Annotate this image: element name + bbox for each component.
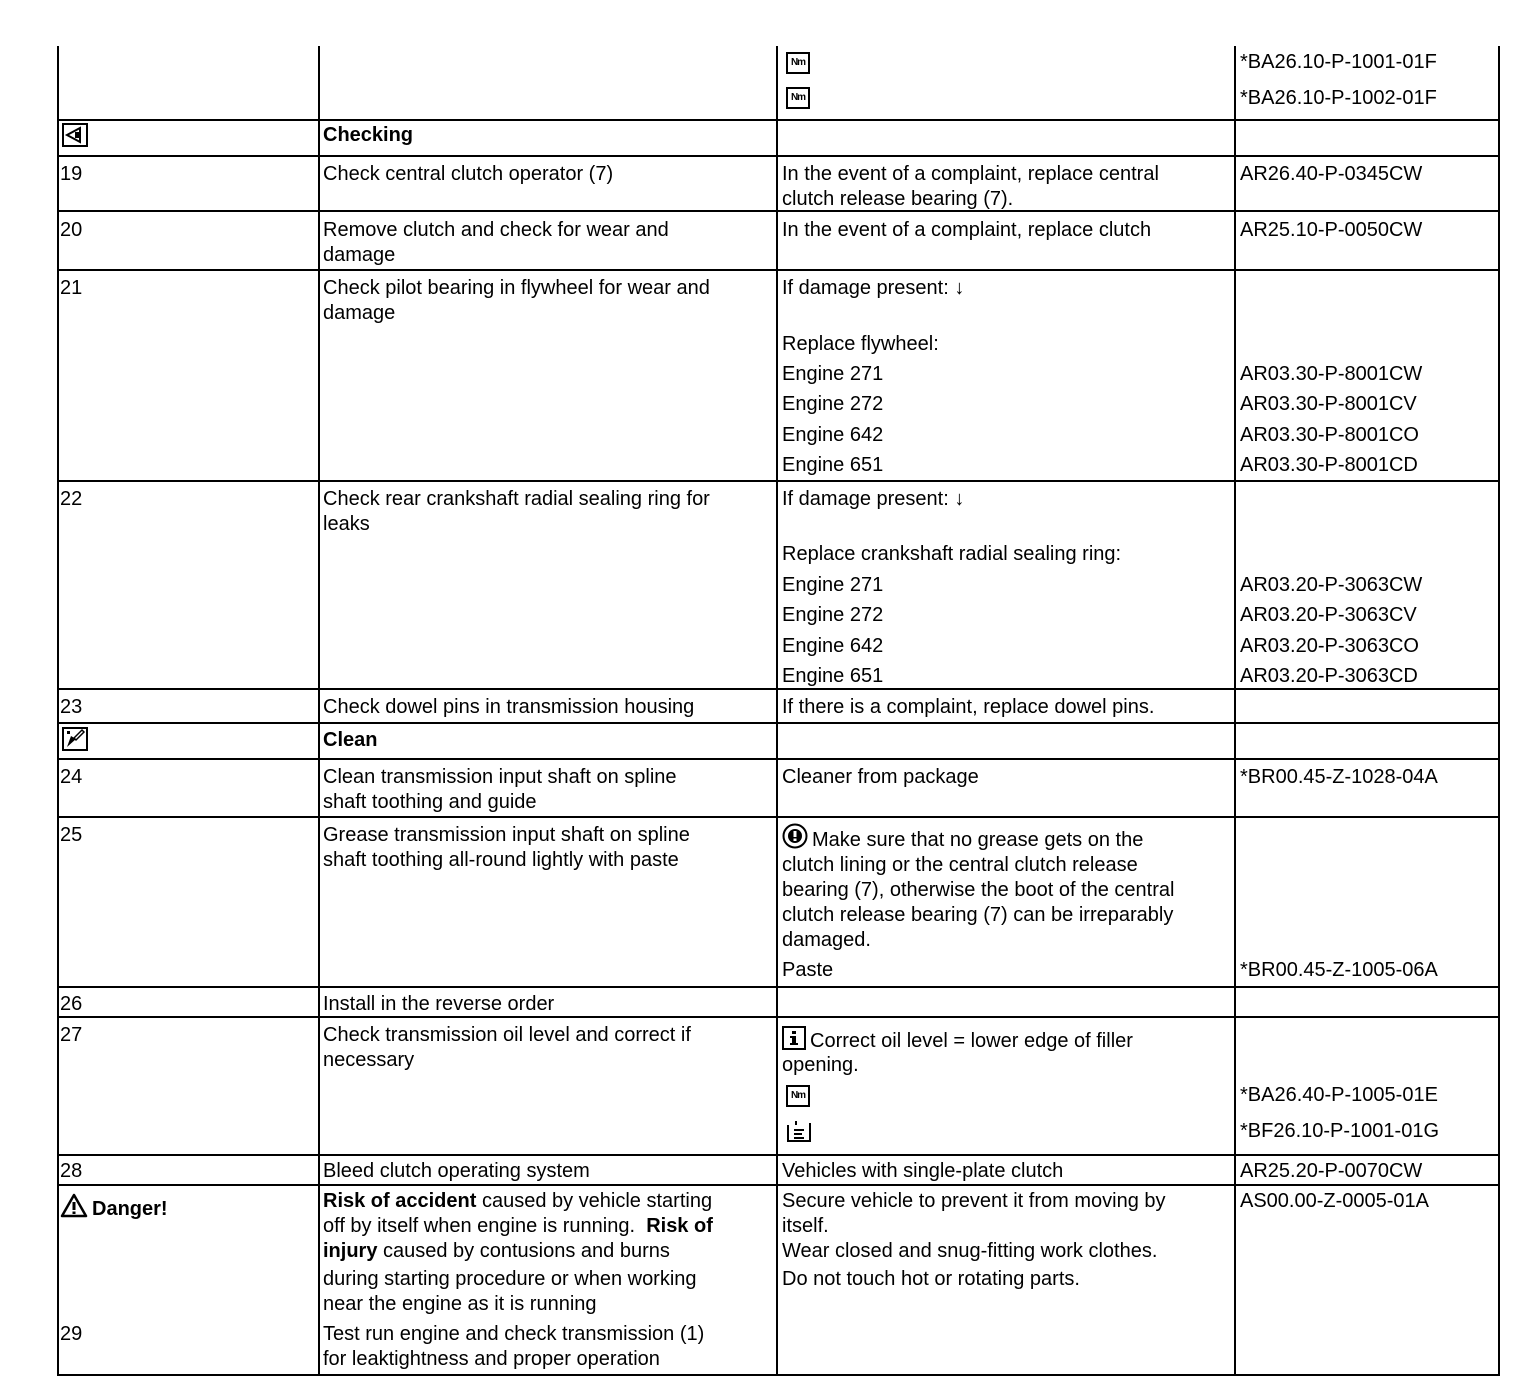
row-divider <box>57 816 1500 818</box>
reference-code[interactable]: AR03.30-P-8001CD <box>1240 454 1418 476</box>
arrow-down-icon: ↓ <box>954 488 965 510</box>
info-note <box>782 1026 1133 1054</box>
row-divider <box>57 1154 1500 1156</box>
section-title-clean: Clean <box>323 729 378 751</box>
row-divider <box>57 1184 1500 1186</box>
material-label: Paste <box>782 959 834 981</box>
checking-icon <box>62 123 88 154</box>
reference-code[interactable]: AS00.00-Z-0005-01A <box>1240 1190 1430 1212</box>
risk-text: caused by contusions and burns <box>377 1240 670 1262</box>
oil-fill-icon <box>786 1119 812 1150</box>
step-number: 22 <box>60 488 83 510</box>
step-note: In the event of a complaint, replace clutch <box>782 219 1152 241</box>
info-text: Correct oil level = lower edge of filler <box>810 1030 1133 1052</box>
step-number: 23 <box>60 696 83 718</box>
reference-code[interactable]: *BR00.45-Z-1005-06A <box>1240 959 1438 981</box>
step-note: Cleaner from package <box>782 766 979 788</box>
danger-description <box>323 1189 712 1214</box>
reference-code[interactable]: AR26.40-P-0345CW <box>1240 163 1423 185</box>
safety-note: Wear closed and snug-fitting work clothes. <box>782 1240 1158 1262</box>
danger-label <box>60 1193 168 1222</box>
reference-code[interactable]: AR03.30-P-8001CV <box>1240 393 1417 415</box>
action-text: Replace crankshaft radial sealing ring: <box>782 543 1122 565</box>
reference-code[interactable]: AR03.20-P-3063CO <box>1240 635 1419 657</box>
torque-icon: Nm <box>786 87 810 109</box>
engine-label: Engine 272 <box>782 393 884 415</box>
step-note: Vehicles with single-plate clutch <box>782 1160 1064 1182</box>
step-description: Check central clutch operator (7) <box>323 163 614 185</box>
column-divider <box>318 46 320 1376</box>
step-number: 24 <box>60 766 83 788</box>
engine-label: Engine 271 <box>782 574 884 596</box>
engine-label: Engine 651 <box>782 665 884 687</box>
procedure-table <box>57 46 1500 1376</box>
row-divider <box>57 1016 1500 1018</box>
step-description: Check transmission oil level and correct if <box>323 1024 691 1046</box>
step-description: Check dowel pins in transmission housing <box>323 696 695 718</box>
column-divider <box>776 46 778 1376</box>
reference-code[interactable]: AR25.20-P-0070CW <box>1240 1160 1423 1182</box>
row-divider <box>57 210 1500 212</box>
step-note: bearing (7), otherwise the boot of the central <box>782 879 1175 901</box>
row-divider <box>57 480 1500 482</box>
step-number: 27 <box>60 1024 83 1046</box>
step-description: Install in the reverse order <box>323 993 555 1015</box>
step-description: shaft toothing all-round lightly with paste <box>323 849 679 871</box>
reference-code[interactable]: AR03.20-P-3063CV <box>1240 604 1417 626</box>
info-icon <box>782 1026 806 1050</box>
step-description: for leaktightness and proper operation <box>323 1348 660 1370</box>
row-divider <box>57 722 1500 724</box>
step-note: damaged. <box>782 929 871 951</box>
step-description: Check pilot bearing in flywheel for wear and <box>323 277 710 299</box>
danger-description <box>323 1239 670 1264</box>
caution-text: Make sure that no grease gets on the <box>812 829 1144 851</box>
clean-icon <box>62 727 88 758</box>
step-description: leaks <box>323 513 370 535</box>
caution-note <box>782 823 1143 853</box>
reference-code[interactable]: AR03.30-P-8001CW <box>1240 363 1423 385</box>
condition-text <box>782 487 964 512</box>
step-description: necessary <box>323 1049 415 1071</box>
step-description: damage <box>323 244 396 266</box>
step-description: Clean transmission input shaft on spline <box>323 766 677 788</box>
reference-code[interactable]: AR03.30-P-8001CO <box>1240 424 1419 446</box>
arrow-down-icon: ↓ <box>954 277 965 299</box>
step-note: opening. <box>782 1054 859 1076</box>
step-number: 20 <box>60 219 83 241</box>
step-description: damage <box>323 302 396 324</box>
table-border-bottom <box>57 1374 1500 1376</box>
step-note: In the event of a complaint, replace central <box>782 163 1159 185</box>
engine-label: Engine 651 <box>782 454 884 476</box>
step-description: Check rear crankshaft radial sealing ring for <box>323 488 710 510</box>
risk-label: Risk of accident <box>323 1190 477 1212</box>
step-number: 29 <box>60 1323 83 1345</box>
row-divider <box>57 269 1500 271</box>
engine-label: Engine 272 <box>782 604 884 626</box>
reference-code[interactable]: *BA26.10-P-1001-01F <box>1240 51 1437 73</box>
step-description: Bleed clutch operating system <box>323 1160 590 1182</box>
reference-code[interactable]: AR03.20-P-3063CD <box>1240 665 1418 687</box>
reference-code[interactable]: AR25.10-P-0050CW <box>1240 219 1423 241</box>
safety-note: Do not touch hot or rotating parts. <box>782 1268 1080 1290</box>
step-number: 25 <box>60 824 83 846</box>
condition-text <box>782 276 964 301</box>
reference-code[interactable]: *BF26.10-P-1001-01G <box>1240 1120 1440 1142</box>
column-divider <box>1234 46 1236 1376</box>
engine-label: Engine 642 <box>782 424 884 446</box>
step-description: Grease transmission input shaft on spline <box>323 824 690 846</box>
risk-text: caused by vehicle starting <box>476 1190 713 1212</box>
table-border-right <box>1498 46 1500 1376</box>
torque-icon: Nm <box>786 1085 810 1107</box>
danger-description: near the engine as it is running <box>323 1293 597 1315</box>
torque-icon: Nm <box>786 52 810 74</box>
danger-description <box>323 1214 713 1239</box>
row-divider <box>57 155 1500 157</box>
reference-code[interactable]: *BR00.45-Z-1028-04A <box>1240 766 1438 788</box>
step-number: 26 <box>60 993 83 1015</box>
table-border-left <box>57 46 59 1376</box>
step-note: clutch release bearing (7) can be irreparably <box>782 904 1174 926</box>
safety-note: itself. <box>782 1215 829 1237</box>
step-number: 28 <box>60 1160 83 1182</box>
step-description: Remove clutch and check for wear and <box>323 219 669 241</box>
step-description: shaft toothing and guide <box>323 791 537 813</box>
engine-label: Engine 271 <box>782 363 884 385</box>
step-note: clutch release bearing (7). <box>782 188 1014 210</box>
action-text: Replace flywheel: <box>782 333 939 355</box>
condition-label: If damage present: <box>782 488 949 510</box>
section-title-checking: Checking <box>323 124 414 146</box>
step-note: clutch lining or the central clutch release <box>782 854 1138 876</box>
safety-note: Secure vehicle to prevent it from moving by <box>782 1190 1166 1212</box>
danger-text: Danger! <box>92 1198 168 1220</box>
step-description: Test run engine and check transmission (1) <box>323 1323 705 1345</box>
row-divider <box>57 758 1500 760</box>
risk-text: off by itself when engine is running. <box>323 1215 636 1237</box>
step-note: If there is a complaint, replace dowel pins. <box>782 696 1155 718</box>
step-number: 21 <box>60 277 83 299</box>
caution-icon <box>782 823 808 849</box>
warning-icon <box>60 1193 88 1218</box>
reference-code[interactable]: AR03.20-P-3063CW <box>1240 574 1423 596</box>
danger-description: during starting procedure or when working <box>323 1268 697 1290</box>
reference-code[interactable]: *BA26.10-P-1002-01F <box>1240 87 1437 109</box>
row-divider <box>57 119 1500 121</box>
condition-label: If damage present: <box>782 277 949 299</box>
risk-label: Risk of <box>646 1215 713 1237</box>
engine-label: Engine 642 <box>782 635 884 657</box>
row-divider <box>57 986 1500 988</box>
risk-label: injury <box>323 1240 378 1262</box>
reference-code[interactable]: *BA26.40-P-1005-01E <box>1240 1084 1438 1106</box>
step-number: 19 <box>60 163 83 185</box>
